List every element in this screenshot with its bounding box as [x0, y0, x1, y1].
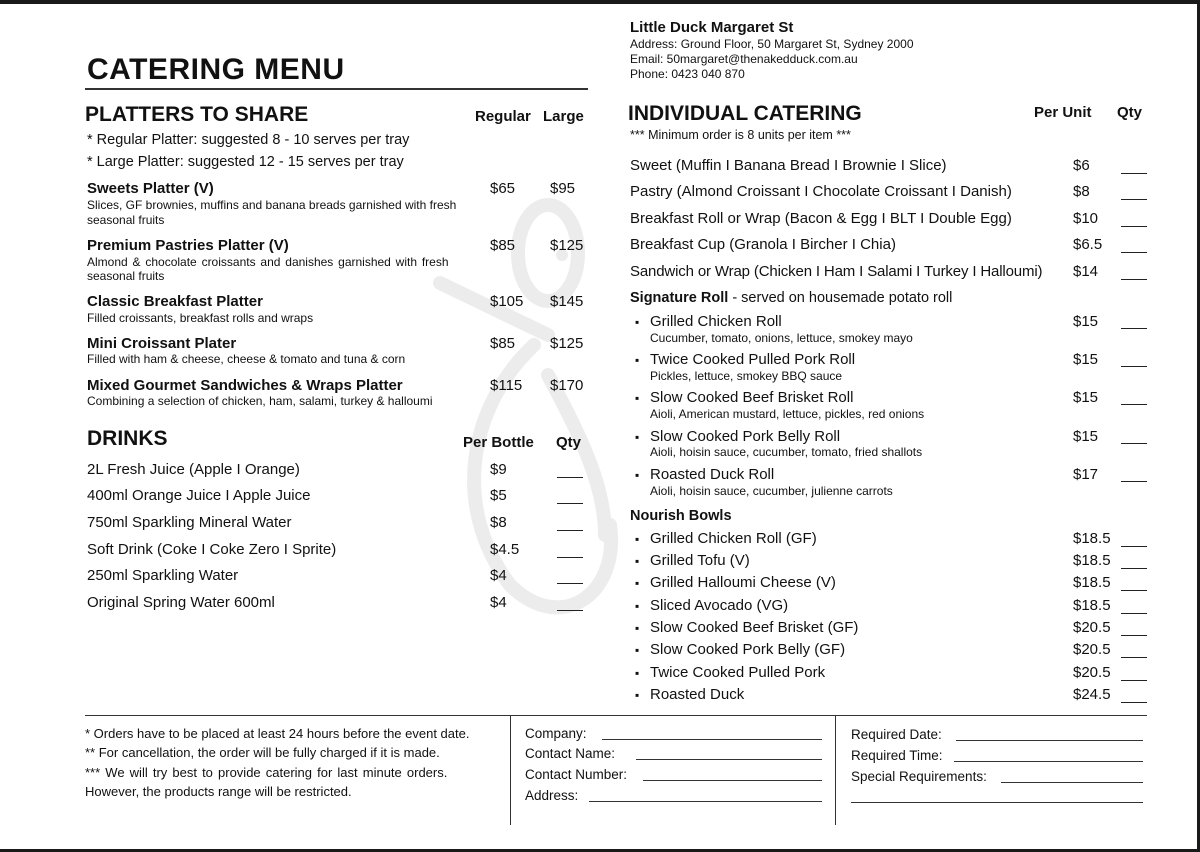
page-title: CATERING MENU	[87, 53, 345, 86]
qty-field[interactable]	[1121, 590, 1147, 591]
individual-item-name: Sandwich or Wrap (Chicken I Ham I Salami I Turkey I Halloumi)	[630, 263, 1043, 280]
platter-desc: Almond & chocolate croissants and danishes garnished with fresh	[87, 255, 449, 269]
store-name: Little Duck Margaret St	[630, 19, 794, 36]
drink-price: $8	[490, 514, 507, 531]
platter-price-regular: $105	[490, 293, 524, 310]
signature-item-name: ▪ Slow Cooked Beef Brisket Roll	[650, 389, 853, 406]
platters-heading: PLATTERS TO SHARE	[85, 103, 309, 126]
qty-field[interactable]	[1121, 546, 1147, 547]
individual-item-name: Breakfast Cup (Granola I Bircher I Chia)	[630, 236, 896, 253]
qty-field[interactable]	[1121, 702, 1147, 703]
platters-col-regular: Regular	[475, 108, 531, 125]
platter-desc: Filled croissants, breakfast rolls and wraps	[87, 311, 314, 325]
drinks-col-qty: Qty	[556, 434, 582, 451]
drink-name: 750ml Sparkling Mineral Water	[87, 514, 292, 531]
signature-item-price: $17	[1073, 466, 1099, 483]
platter-price-regular: $85	[490, 237, 516, 254]
platter-price-large: $125	[550, 237, 584, 254]
signature-item-price: $15	[1073, 389, 1099, 406]
required-time-label: Required Time:	[851, 748, 943, 763]
bowl-item-price: $20.5	[1073, 664, 1111, 681]
individual-col-qty: Qty	[1117, 104, 1143, 121]
platter-price-regular: $85	[490, 335, 516, 352]
required-time-field[interactable]	[954, 761, 1143, 762]
qty-field[interactable]	[1121, 199, 1147, 200]
individual-item-name: Breakfast Roll or Wrap (Bacon & Egg I BLT I Double Egg)	[630, 210, 1012, 227]
bowl-item-name: ▪ Twice Cooked Pulled Pork	[650, 664, 825, 681]
platter-desc: Filled with ham & cheese, cheese & tomato and tuna & corn	[87, 352, 406, 366]
platters-col-large: Large	[543, 108, 584, 125]
footer-note: * Orders have to be placed at least 24 hours before the event date.	[85, 726, 470, 741]
bowl-item-name: ▪ Roasted Duck	[650, 686, 744, 703]
qty-field[interactable]	[1121, 443, 1147, 444]
qty-field[interactable]	[557, 530, 583, 531]
signature-item-desc: Cucumber, tomato, onions, lettuce, smokey mayo	[650, 331, 913, 345]
qty-field[interactable]	[557, 610, 583, 611]
bowl-item-price: $20.5	[1073, 619, 1111, 636]
qty-field[interactable]	[557, 477, 583, 478]
footer-note: ** For cancellation, the order will be fully charged if it is made.	[85, 745, 440, 760]
signature-item-desc: Pickles, lettuce, smokey BBQ sauce	[650, 369, 843, 383]
platter-price-regular: $115	[490, 377, 523, 394]
individual-item-price: $8	[1073, 183, 1090, 200]
drinks-col-price: Per Bottle	[463, 434, 534, 451]
qty-field[interactable]	[1121, 279, 1147, 280]
platter-price-large: $145	[550, 293, 584, 310]
address-label: Address:	[525, 788, 579, 803]
store-email: Email: 50margaret@thenakedduck.com.au	[630, 52, 858, 66]
platters-note: * Large Platter: suggested 12 - 15 serves per tray	[87, 154, 404, 170]
top-border	[0, 0, 1200, 4]
platter-name: Premium Pastries Platter (V)	[87, 237, 289, 254]
drink-price: $4.5	[490, 541, 520, 558]
drink-name: 2L Fresh Juice (Apple I Orange)	[87, 461, 300, 478]
drinks-heading: DRINKS	[87, 427, 168, 450]
footer-column-divider	[510, 715, 511, 825]
bowl-item-price: $18.5	[1073, 530, 1111, 547]
platter-desc: seasonal fruits	[87, 269, 165, 283]
company-label: Company:	[525, 726, 587, 741]
individual-item-price: $6.5	[1073, 236, 1103, 253]
signature-title: Signature Roll	[630, 290, 729, 306]
footer-divider	[85, 715, 1147, 716]
drink-price: $9	[490, 461, 507, 478]
bowl-item-price: $18.5	[1073, 574, 1111, 591]
platter-name: Mini Croissant Plater	[87, 335, 237, 352]
footer-note: However, the products range will be restricted.	[85, 784, 352, 799]
special-requirements-field[interactable]	[1001, 782, 1143, 783]
qty-field[interactable]	[1121, 635, 1147, 636]
signature-item-name: ▪ Roasted Duck Roll	[650, 466, 774, 483]
drink-name: 400ml Orange Juice I Apple Juice	[87, 487, 311, 504]
signature-item-desc: Aioli, hoisin sauce, cucumber, julienne carrots	[650, 484, 893, 498]
signature-subtitle: - served on housemade potato roll	[728, 290, 953, 306]
platter-desc: Combining a selection of chicken, ham, salami, turkey & halloumi	[87, 394, 433, 408]
bowl-item-price: $24.5	[1073, 686, 1111, 703]
individual-item-name: Sweet (Muffin I Banana Bread I Brownie I Slice)	[630, 157, 947, 174]
contact-name-field[interactable]	[636, 759, 822, 760]
drink-price: $4	[490, 594, 507, 611]
contact-name-label: Contact Name:	[525, 746, 616, 761]
signature-item-name: ▪ Grilled Chicken Roll	[650, 313, 782, 330]
title-divider	[85, 88, 588, 90]
signature-item-desc: Aioli, hoisin sauce, cucumber, tomato, fried shallots	[650, 445, 923, 459]
individual-heading: INDIVIDUAL CATERING	[628, 102, 862, 125]
drink-price: $4	[490, 567, 507, 584]
signature-item-price: $15	[1073, 428, 1099, 445]
duck-logo-watermark	[430, 175, 630, 635]
platter-price-regular: $65	[490, 180, 516, 197]
platter-price-large: $125	[550, 335, 584, 352]
platter-name: Sweets Platter (V)	[87, 180, 214, 197]
qty-field[interactable]	[1121, 226, 1147, 227]
platters-note: * Regular Platter: suggested 8 - 10 serves per tray	[87, 132, 410, 148]
qty-field[interactable]	[1121, 404, 1147, 405]
bowl-item-name: ▪ Grilled Tofu (V)	[650, 552, 750, 569]
signature-item-price: $15	[1073, 351, 1099, 368]
platter-name: Mixed Gourmet Sandwiches & Wraps Platter	[87, 377, 403, 394]
bowl-item-price: $18.5	[1073, 552, 1111, 569]
special-requirements-field-line2[interactable]	[851, 802, 1143, 803]
signature-item-name: ▪ Slow Cooked Pork Belly Roll	[650, 428, 840, 445]
bowl-item-name: ▪ Sliced Avocado (VG)	[650, 597, 788, 614]
drink-name: Soft Drink (Coke I Coke Zero I Sprite)	[87, 541, 337, 558]
individual-item-price: $14	[1073, 263, 1099, 280]
bowl-item-price: $18.5	[1073, 597, 1111, 614]
qty-field[interactable]	[1121, 366, 1147, 367]
platter-price-large: $170	[550, 377, 584, 394]
qty-field[interactable]	[1121, 680, 1147, 681]
signature-item-desc: Aioli, American mustard, lettuce, pickles, red onions	[650, 407, 925, 421]
drink-price: $5	[490, 487, 507, 504]
signature-heading	[630, 290, 952, 306]
individual-note: *** Minimum order is 8 units per item ***	[630, 128, 851, 142]
address-field[interactable]	[589, 801, 822, 802]
platter-desc: Slices, GF brownies, muffins and banana breads garnished with fresh	[87, 198, 457, 212]
platter-name: Classic Breakfast Platter	[87, 293, 263, 310]
qty-field[interactable]	[1121, 657, 1147, 658]
contact-number-label: Contact Number:	[525, 767, 628, 782]
signature-item-name: ▪ Twice Cooked Pulled Pork Roll	[650, 351, 855, 368]
signature-item-price: $15	[1073, 313, 1099, 330]
store-phone: Phone: 0423 040 870	[630, 67, 745, 81]
individual-item-price: $6	[1073, 157, 1090, 174]
bowl-item-name: ▪ Grilled Halloumi Cheese (V)	[650, 574, 836, 591]
qty-field[interactable]	[1121, 568, 1147, 569]
store-address: Address: Ground Floor, 50 Margaret St, Sydney 2000	[630, 37, 914, 51]
special-requirements-label: Special Requirements:	[851, 769, 987, 784]
platter-desc: seasonal fruits	[87, 213, 165, 227]
qty-field[interactable]	[1121, 481, 1147, 482]
drink-name: Original Spring Water 600ml	[87, 594, 275, 611]
bowl-item-name: ▪ Grilled Chicken Roll (GF)	[650, 530, 817, 547]
required-date-field[interactable]	[956, 740, 1143, 741]
bowl-item-name: ▪ Slow Cooked Pork Belly (GF)	[650, 641, 845, 658]
company-field[interactable]	[602, 739, 822, 740]
bowls-heading: Nourish Bowls	[630, 508, 732, 524]
individual-col-price: Per Unit	[1034, 104, 1092, 121]
drink-name: 250ml Sparkling Water	[87, 567, 239, 584]
qty-field[interactable]	[557, 557, 583, 558]
qty-field[interactable]	[557, 503, 583, 504]
required-date-label: Required Date:	[851, 727, 942, 742]
footer-column-divider	[835, 715, 836, 825]
platter-price-large: $95	[550, 180, 576, 197]
bowl-item-name: ▪ Slow Cooked Beef Brisket (GF)	[650, 619, 858, 636]
footer-note: *** We will try best to provide catering for last minute orders.	[85, 765, 448, 780]
individual-item-name: Pastry (Almond Croissant I Chocolate Croissant I Danish)	[630, 183, 1012, 200]
contact-number-field[interactable]	[643, 780, 822, 781]
bowl-item-price: $20.5	[1073, 641, 1111, 658]
qty-field[interactable]	[1121, 613, 1147, 614]
individual-item-price: $10	[1073, 210, 1099, 227]
qty-field[interactable]	[1121, 252, 1147, 253]
qty-field[interactable]	[1121, 173, 1147, 174]
qty-field[interactable]	[1121, 328, 1147, 329]
qty-field[interactable]	[557, 583, 583, 584]
